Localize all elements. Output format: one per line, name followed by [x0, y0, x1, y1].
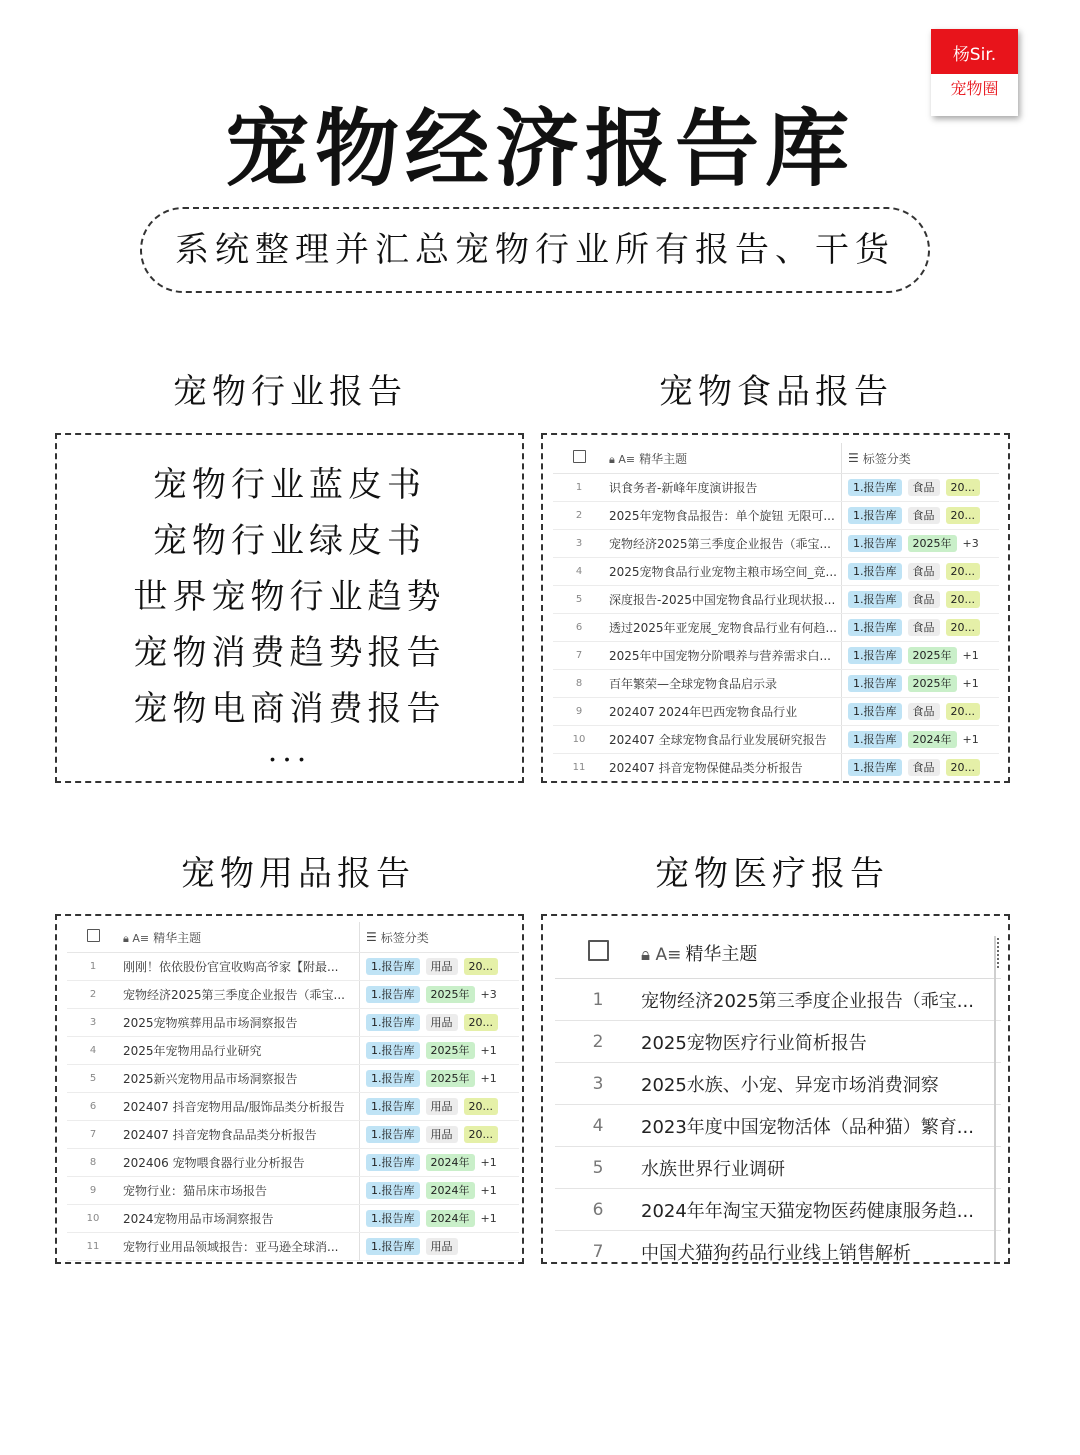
row-number: 5	[89, 1073, 97, 1084]
row-title[interactable]: 202407 抖音宠物食品品类分析报告	[123, 1128, 317, 1142]
page-title: 宠物经济报告库	[224, 99, 855, 198]
tag-badge[interactable]: 2025年	[908, 675, 957, 692]
food-panel	[541, 433, 1010, 783]
tag-badge[interactable]: 2025年	[426, 1070, 475, 1087]
row-tags	[359, 1233, 517, 1260]
row-number: 1	[592, 989, 604, 1010]
row-tags	[841, 586, 999, 613]
tag-badge[interactable]: 20...	[464, 1098, 499, 1115]
table-row[interactable]	[553, 530, 999, 558]
row-title[interactable]: 202407 抖音宠物保健品类分析报告	[609, 761, 803, 775]
row-title[interactable]: 中国犬猫狗药品行业线上销售解析	[641, 1242, 911, 1264]
more-tags-count[interactable]: +1	[480, 1156, 497, 1169]
row-title[interactable]: 2025年宠物用品行业研究	[123, 1044, 262, 1058]
tag-badge[interactable]: 食品	[908, 479, 940, 496]
row-title[interactable]: 透过2025年亚宠展_宠物食品行业有何趋...	[609, 621, 837, 635]
table-header	[67, 922, 519, 953]
medical-section-title: 宠物医疗报告	[655, 854, 889, 894]
tag-badge[interactable]: 1.报告库	[366, 1098, 420, 1115]
row-title[interactable]: 宠物行业：猫吊床市场报告	[123, 1184, 268, 1198]
row-title[interactable]: 百年繁荣—全球宠物食品启示录	[609, 677, 778, 691]
tag-badge[interactable]: 1.报告库	[848, 647, 902, 664]
tag-badge[interactable]: 1.报告库	[848, 479, 902, 496]
tag-badge[interactable]: 20...	[464, 1014, 499, 1031]
scrollbar[interactable]	[994, 936, 996, 1264]
row-title[interactable]: 宠物经济2025第三季度企业报告（乖宝...	[641, 990, 974, 1012]
row-number: 4	[575, 566, 583, 577]
industry-item: 宠物消费趋势报告	[133, 633, 446, 673]
header-title-cell[interactable]	[119, 929, 359, 946]
tag-badge[interactable]: 1.报告库	[366, 1154, 420, 1171]
lock-icon: 🔒︎ A≡	[641, 945, 682, 965]
row-tags	[841, 502, 999, 529]
header-title-cell[interactable]	[641, 940, 995, 966]
tag-badge[interactable]: 20...	[946, 591, 981, 608]
table-row[interactable]	[67, 1009, 519, 1037]
row-number: 3	[89, 1017, 97, 1028]
row-title[interactable]: 202407 抖音宠物用品/服饰品类分析报告	[123, 1100, 345, 1114]
table-row[interactable]	[67, 981, 519, 1009]
tag-badge[interactable]: 1.报告库	[848, 675, 902, 692]
industry-panel	[55, 433, 524, 783]
table-row[interactable]	[553, 754, 999, 782]
tag-badge[interactable]: 1.报告库	[848, 731, 902, 748]
industry-item: 宠物行业绿皮书	[153, 521, 426, 561]
tag-badge[interactable]: 用品	[426, 958, 458, 975]
header-tags-cell[interactable]	[359, 922, 517, 952]
row-number: 4	[592, 1115, 604, 1136]
table-row[interactable]	[553, 502, 999, 530]
row-title[interactable]: 2025宠物医疗行业简析报告	[641, 1032, 867, 1054]
select-all-checkbox[interactable]	[87, 929, 100, 942]
row-tags	[841, 754, 999, 781]
supplies-panel	[55, 914, 524, 1264]
row-number: 10	[572, 734, 586, 745]
row-number: 4	[89, 1045, 97, 1056]
row-title[interactable]: 2023年度中国宠物活体（品种猫）繁育...	[641, 1116, 974, 1138]
tag-badge[interactable]: 用品	[426, 1238, 458, 1255]
tag-badge[interactable]: 1.报告库	[366, 1014, 420, 1031]
row-tags	[359, 1205, 517, 1232]
tag-badge[interactable]: 食品	[908, 591, 940, 608]
tag-badge[interactable]: 2024年	[426, 1182, 475, 1199]
row-number: 1	[575, 482, 583, 493]
list-icon: ☰	[366, 930, 377, 944]
row-title[interactable]: 2025宠物殡葬用品市场洞察报告	[123, 1016, 298, 1030]
row-number: 2	[575, 510, 583, 521]
row-tags	[359, 1149, 517, 1176]
row-number: 7	[592, 1241, 604, 1262]
tag-badge[interactable]: 用品	[426, 1014, 458, 1031]
tag-badge[interactable]: 1.报告库	[366, 1238, 420, 1255]
table-row[interactable]	[555, 1021, 1001, 1063]
row-title[interactable]: 刚刚！依依股份官宣收购高爷家【附最...	[123, 960, 339, 974]
row-tags	[359, 981, 517, 1008]
lock-icon: 🔒︎ A≡	[123, 931, 150, 945]
tag-badge[interactable]: 1.报告库	[848, 759, 902, 776]
food-table	[553, 443, 999, 782]
table-row[interactable]	[555, 1147, 1001, 1189]
food-section-title: 宠物食品报告	[659, 372, 893, 412]
tag-badge[interactable]: 2024年	[426, 1210, 475, 1227]
tag-badge[interactable]: 1.报告库	[848, 563, 902, 580]
table-row[interactable]	[67, 953, 519, 981]
select-all-checkbox[interactable]	[588, 940, 609, 961]
row-number: 11	[572, 762, 586, 773]
row-title[interactable]: 深度报告-2025中国宠物食品行业现状报...	[609, 593, 836, 607]
table-row[interactable]	[67, 1065, 519, 1093]
tag-badge[interactable]: 1.报告库	[848, 619, 902, 636]
row-number: 6	[575, 622, 583, 633]
row-title[interactable]: 2025水族、小宠、异宠市场消费洞察	[641, 1074, 939, 1096]
tag-badge[interactable]: 20...	[464, 958, 499, 975]
tag-badge[interactable]: 食品	[908, 759, 940, 776]
row-tags	[841, 726, 999, 753]
table-row[interactable]	[553, 642, 999, 670]
row-number: 1	[89, 961, 97, 972]
more-tags-count[interactable]: +1	[962, 733, 979, 746]
tag-badge[interactable]: 食品	[908, 563, 940, 580]
row-title[interactable]: 2025年中国宠物分阶喂养与营养需求白...	[609, 649, 831, 663]
tag-badge[interactable]: 1.报告库	[366, 958, 420, 975]
tag-badge[interactable]: 1.报告库	[366, 1126, 420, 1143]
table-row[interactable]	[67, 1121, 519, 1149]
tag-badge[interactable]: 1.报告库	[366, 1070, 420, 1087]
more-tags-count[interactable]: +1	[480, 1184, 497, 1197]
row-tags	[841, 642, 999, 669]
tag-badge[interactable]: 1.报告库	[366, 1042, 420, 1059]
tag-badge[interactable]: 用品	[426, 1126, 458, 1143]
table-row[interactable]	[67, 1177, 519, 1205]
table-row[interactable]	[555, 1231, 1001, 1264]
tag-badge[interactable]: 20...	[946, 759, 981, 776]
more-tags-count[interactable]: +1	[480, 1044, 497, 1057]
tag-badge[interactable]: 食品	[908, 507, 940, 524]
header-checkbox-cell[interactable]	[67, 929, 119, 945]
col-tags: 标签分类	[862, 451, 911, 466]
more-tags-count[interactable]: +3	[480, 988, 497, 1001]
select-all-checkbox[interactable]	[573, 450, 586, 463]
row-tags	[841, 530, 999, 557]
table-row[interactable]	[553, 670, 999, 698]
table-row[interactable]	[553, 614, 999, 642]
row-tags	[359, 1093, 517, 1120]
row-title[interactable]: 宠物经济2025第三季度企业报告（乖宝...	[123, 988, 345, 1002]
row-number: 3	[592, 1073, 604, 1094]
row-number: 7	[89, 1129, 97, 1140]
row-title[interactable]: 2025年宠物食品报告：单个旋钮 无限可...	[609, 509, 835, 523]
table-row[interactable]	[553, 586, 999, 614]
table-row[interactable]	[553, 726, 999, 754]
row-number: 9	[575, 706, 583, 717]
table-row[interactable]	[67, 1037, 519, 1065]
header-tags-cell[interactable]	[841, 443, 999, 473]
tag-badge[interactable]: 20...	[464, 1126, 499, 1143]
row-title[interactable]: 2025新兴宠物用品市场洞察报告	[123, 1072, 298, 1086]
table-header	[553, 443, 999, 474]
tag-badge[interactable]: 1.报告库	[848, 703, 902, 720]
header-checkbox-cell[interactable]	[553, 450, 605, 466]
industry-item: 世界宠物行业趋势	[133, 577, 446, 617]
row-tags	[841, 614, 999, 641]
row-number: 8	[575, 678, 583, 689]
row-number: 6	[592, 1199, 604, 1220]
row-tags	[359, 1009, 517, 1036]
row-tags	[841, 558, 999, 585]
more-tags-count[interactable]: +1	[480, 1212, 497, 1225]
tag-badge[interactable]: 2025年	[426, 1042, 475, 1059]
medical-panel	[541, 914, 1010, 1264]
tag-badge[interactable]: 食品	[908, 703, 940, 720]
tag-badge[interactable]: 1.报告库	[848, 591, 902, 608]
tag-badge[interactable]: 1.报告库	[366, 986, 420, 1003]
row-number: 5	[592, 1157, 604, 1178]
tag-badge[interactable]: 20...	[946, 563, 981, 580]
tag-badge[interactable]: 1.报告库	[848, 507, 902, 524]
industry-more: ...	[267, 734, 312, 769]
tag-badge[interactable]: 20...	[946, 479, 981, 496]
row-title[interactable]: 202407 全球宠物食品行业发展研究报告	[609, 733, 827, 747]
supplies-section-title: 宠物用品报告	[181, 854, 415, 894]
tag-badge[interactable]: 20...	[946, 703, 981, 720]
row-tags	[359, 953, 517, 980]
more-tags-count[interactable]: +1	[480, 1072, 497, 1085]
table-row[interactable]	[555, 1063, 1001, 1105]
table-row[interactable]	[555, 979, 1001, 1021]
table-row[interactable]	[67, 1233, 519, 1261]
lock-icon: 🔒︎ A≡	[609, 452, 636, 466]
row-tags	[359, 1037, 517, 1064]
more-tags-count[interactable]: +1	[962, 649, 979, 662]
row-title[interactable]: 宠物经济2025第三季度企业报告（乖宝...	[609, 537, 831, 551]
tag-badge[interactable]: 1.报告库	[366, 1182, 420, 1199]
row-number: 10	[86, 1213, 100, 1224]
col-tags: 标签分类	[380, 930, 429, 945]
brand-line1: 杨Sir.	[931, 29, 1018, 74]
table-row[interactable]	[555, 1105, 1001, 1147]
header-title-cell[interactable]	[605, 450, 841, 467]
more-tags-count[interactable]: +1	[962, 677, 979, 690]
table-row[interactable]	[553, 698, 999, 726]
table-row[interactable]	[553, 474, 999, 502]
list-icon: ☰	[848, 451, 859, 465]
row-number: 9	[89, 1185, 97, 1196]
industry-section-title: 宠物行业报告	[173, 372, 407, 412]
tag-badge[interactable]: 2025年	[426, 986, 475, 1003]
tag-badge[interactable]: 1.报告库	[366, 1210, 420, 1227]
table-row[interactable]	[553, 558, 999, 586]
table-row[interactable]	[67, 1205, 519, 1233]
row-title[interactable]: 水族世界行业调研	[641, 1158, 785, 1180]
row-title[interactable]: 2024宠物用品市场洞察报告	[123, 1212, 274, 1226]
row-tags	[359, 1121, 517, 1148]
row-number: 11	[86, 1241, 100, 1252]
row-title[interactable]: 202406 宠物喂食器行业分析报告	[123, 1156, 305, 1170]
table-row[interactable]	[67, 1093, 519, 1121]
tag-badge[interactable]: 2024年	[908, 731, 957, 748]
row-tags	[841, 698, 999, 725]
subtitle: 系统整理并汇总宠物行业所有报告、干货	[140, 207, 930, 293]
row-title[interactable]: 宠物行业用品领域报告：亚马逊全球消...	[123, 1240, 339, 1254]
medical-table	[555, 928, 1001, 1264]
col-title: 精华主题	[685, 944, 758, 965]
tag-badge[interactable]: 2024年	[426, 1154, 475, 1171]
industry-item: 宠物行业蓝皮书	[153, 465, 426, 505]
table-row[interactable]	[555, 1189, 1001, 1231]
tag-badge[interactable]: 食品	[908, 619, 940, 636]
row-title[interactable]: 2024年年淘宝天猫宠物医药健康服务趋...	[641, 1200, 974, 1222]
header-checkbox-cell[interactable]	[555, 940, 641, 966]
industry-item: 宠物电商消费报告	[133, 689, 446, 729]
row-number: 5	[575, 594, 583, 605]
row-number: 3	[575, 538, 583, 549]
tag-badge[interactable]: 用品	[426, 1098, 458, 1115]
col-title: 精华主题	[639, 451, 688, 466]
row-number: 2	[89, 989, 97, 1000]
table-row[interactable]	[67, 1149, 519, 1177]
row-number: 8	[89, 1157, 97, 1168]
brand-line2: 宠物圈	[950, 79, 999, 98]
row-title[interactable]: 2025宠物食品行业宠物主粮市场空间_竞...	[609, 565, 837, 579]
tag-badge[interactable]: 2025年	[908, 647, 957, 664]
column-resize-handle[interactable]	[997, 938, 1003, 968]
row-tags	[841, 670, 999, 697]
col-title: 精华主题	[153, 930, 202, 945]
row-number: 2	[592, 1031, 604, 1052]
row-tags	[841, 474, 999, 501]
supplies-table	[67, 922, 519, 1261]
row-number: 6	[89, 1101, 97, 1112]
table-header	[555, 928, 1001, 979]
tag-badge[interactable]: 20...	[946, 619, 981, 636]
row-number: 7	[575, 650, 583, 661]
tag-badge[interactable]: 20...	[946, 507, 981, 524]
tag-badge[interactable]: 2025年	[908, 535, 957, 552]
row-tags	[359, 1065, 517, 1092]
row-tags	[359, 1177, 517, 1204]
tag-badge[interactable]: 1.报告库	[848, 535, 902, 552]
more-tags-count[interactable]: +3	[962, 537, 979, 550]
row-title[interactable]: 识食务者-新峰年度演讲报告	[609, 481, 758, 495]
row-title[interactable]: 202407 2024年巴西宠物食品行业	[609, 705, 798, 719]
